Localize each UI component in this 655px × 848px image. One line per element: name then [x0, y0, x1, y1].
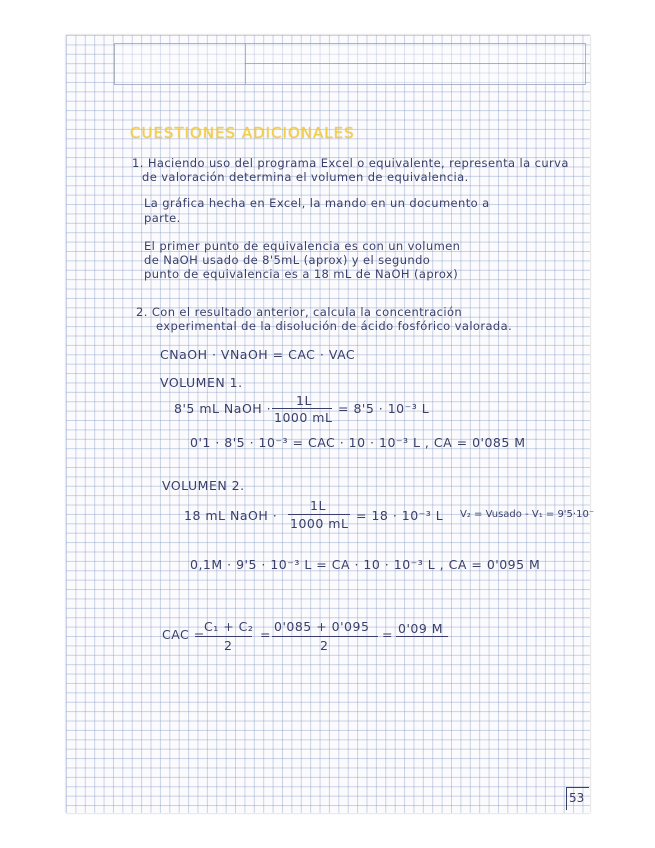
average-numerator-2: 0'085 + 0'095 — [274, 619, 370, 634]
average-equals-2: = — [382, 627, 393, 642]
q2-line-1: 2. Con el resultado anterior, calcula la concentración — [136, 305, 463, 319]
volume-2-fraction-bar — [288, 514, 350, 515]
q1-line-2: de valoración determina el volumen de equivalencia. — [142, 170, 469, 184]
header-box — [114, 43, 586, 85]
average-fraction-bar-1 — [202, 636, 252, 637]
average-numerator-1: C₁ + C₂ — [204, 619, 254, 634]
volume-1-result: = 8'5 · 10⁻³ L — [338, 401, 430, 416]
volume-2-result: = 18 · 10⁻³ L — [356, 508, 444, 523]
volume-1-denominator: 1000 mL — [274, 410, 333, 425]
average-denominator-1: 2 — [224, 638, 233, 653]
q1-answer-1-line-2: parte. — [144, 211, 181, 225]
volume-2-label: VOLUMEN 2. — [162, 478, 245, 493]
volume-2-equation: 0,1M · 9'5 · 10⁻³ L = CA · 10 · 10⁻³ L , CA = 0'095 M — [190, 557, 541, 572]
volume-2-numerator: 1L — [310, 498, 326, 513]
volume-2-v2-note: V₂ = Vusado - V₁ = 9'5·10⁻ — [460, 509, 595, 520]
volume-1-equation: 0'1 · 8'5 · 10⁻³ = CAC · 10 · 10⁻³ L , CA = 0'085 M — [190, 435, 526, 450]
header-divider-vertical — [245, 44, 246, 84]
average-denominator-2: 2 — [320, 638, 329, 653]
average-result: 0'09 M — [398, 621, 444, 636]
volume-2-denominator: 1000 mL — [290, 516, 349, 531]
q2-line-2: experimental de la disolución de ácido fosfórico valorada. — [156, 319, 513, 333]
q1-answer-2-line-2: de NaOH usado de 8'5mL (aprox) y el segundo — [144, 253, 431, 267]
average-result-underline — [396, 636, 448, 637]
average-left: CAC = — [162, 627, 205, 642]
volume-1-fraction-bar — [272, 408, 332, 409]
header-divider-horizontal — [245, 63, 585, 64]
volume-1-left: 8'5 mL NaOH · — [174, 401, 272, 416]
section-title: CUESTIONES ADICIONALES — [130, 124, 355, 142]
notebook-page — [66, 35, 595, 813]
q1-answer-1-line-1: La gráfica hecha en Excel, la mando en un documento a — [144, 196, 490, 210]
q1-answer-2-line-3: punto de equivalencia es a 18 mL de NaOH (aprox) — [144, 267, 459, 281]
average-equals-1: = — [260, 627, 271, 642]
volume-1-numerator: 1L — [296, 393, 312, 408]
volume-1-label: VOLUMEN 1. — [160, 375, 243, 390]
average-fraction-bar-2 — [272, 636, 378, 637]
page-number: 53 — [569, 791, 585, 805]
q1-answer-2-line-1: El primer punto de equivalencia es con un volumen — [144, 239, 461, 253]
formula-line: CNaOH · VNaOH = CAC · VAC — [160, 347, 356, 362]
volume-2-left: 18 mL NaOH · — [184, 508, 278, 523]
q1-line-1: 1. Haciendo uso del programa Excel o equivalente, representa la curva — [132, 156, 569, 170]
